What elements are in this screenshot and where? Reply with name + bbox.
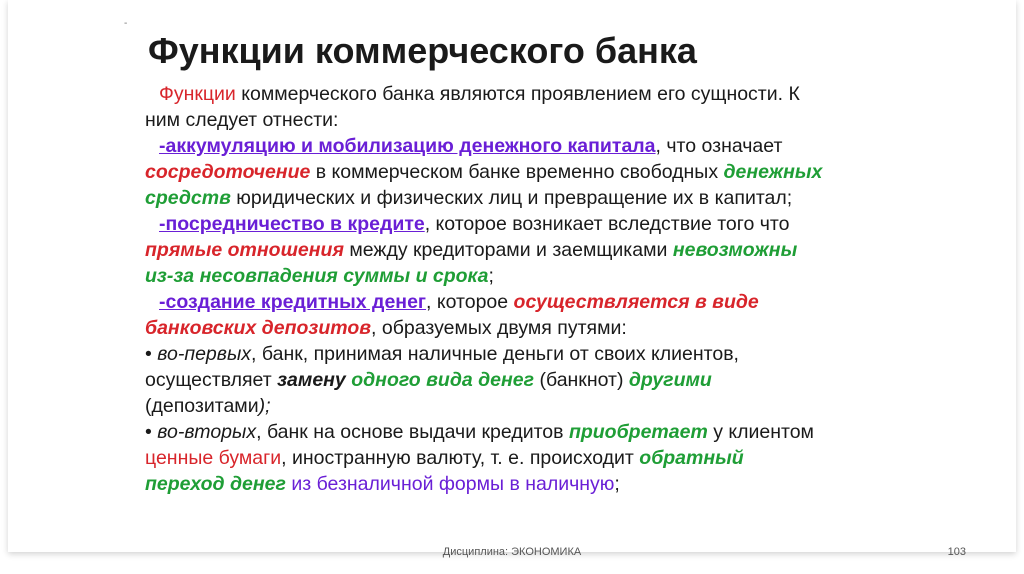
term-acquires: приобретает (568, 421, 708, 443)
text-run: , иностранную валюту, т. е. происходит (281, 447, 640, 469)
text-run: , банк, принимая наличные деньги от своих клиентов, (251, 343, 739, 365)
term-mismatch: из-за несовпадения суммы и срока (145, 265, 489, 287)
text-run: , которое (426, 291, 514, 313)
term-one-kind: одного вида денег (351, 369, 535, 391)
function-accumulation: -аккумуляцию и мобилизацию денежного капитала (159, 135, 656, 157)
text-run: в коммерческом банке временно свободных (310, 161, 724, 183)
text-run: коммерческого банка являются проявлением его сущности. К (235, 83, 800, 105)
text-line (145, 393, 905, 419)
text-line (145, 445, 905, 471)
text-run: , банк на основе выдачи кредитов (256, 421, 569, 443)
page-number: 103 (947, 546, 966, 558)
text-run: юридических и физических лиц и превращение их в капитал; (230, 187, 793, 209)
text-line (145, 471, 905, 497)
term-concentration: сосредоточение (145, 161, 311, 183)
text-line (145, 263, 905, 289)
text-run: у клиентом (707, 421, 814, 443)
text-run: , образуемых двумя путями: (371, 317, 627, 339)
term-replacement: замену (277, 369, 346, 391)
text-line (145, 185, 905, 211)
term-impossible: невозможны (672, 239, 798, 261)
text-line (145, 289, 905, 315)
term-funds: средств (145, 187, 231, 209)
slide-body (145, 81, 905, 497)
text-run: ; (614, 473, 620, 495)
bullet: • (145, 421, 158, 443)
term-non-cash-form: из безналичной формы в наличную (285, 473, 615, 495)
function-credit-money: -создание кредитных денег (159, 291, 427, 313)
slide-marker: - (124, 18, 128, 29)
text-run: ); (258, 395, 271, 417)
term-money: денежных (723, 161, 823, 183)
term-securities: ценные бумаги (145, 447, 282, 469)
term-bank-deposits: банковских депозитов (145, 317, 372, 339)
term-functions: Функции (159, 83, 236, 105)
text-run: , что означает (655, 135, 783, 157)
term-reverse: обратный (639, 447, 744, 469)
bullet: • (145, 343, 158, 365)
text-line (145, 367, 905, 393)
term-secondly: во-вторых (157, 421, 257, 443)
text-line (145, 159, 905, 185)
text-line (145, 107, 905, 133)
term-others: другими (628, 369, 712, 391)
text-run: осуществляет (145, 369, 278, 391)
term-firstly: во-первых (157, 343, 252, 365)
footer-discipline: Дисциплина: ЭКОНОМИКА (442, 546, 582, 558)
text-line (145, 315, 905, 341)
text-line (145, 341, 905, 367)
text-line (145, 237, 905, 263)
term-carried-out: осуществляется в виде (513, 291, 759, 313)
text-line (145, 419, 905, 445)
text-run: ним следует отнести: (145, 109, 339, 131)
term-direct-relations: прямые отношения (145, 239, 344, 261)
text-run: (депозитами (145, 395, 259, 417)
slide-title: Функции коммерческого банка (148, 30, 697, 71)
text-line (145, 133, 905, 159)
text-run: ; (488, 265, 494, 287)
text-run: между кредиторами и заемщиками (343, 239, 673, 261)
term-money-transfer: переход денег (145, 473, 286, 495)
text-run: (банкнот) (534, 369, 629, 391)
text-run: , которое возникает вследствие того что (424, 213, 790, 235)
function-intermediation: -посредничество в кредите (159, 213, 425, 235)
text-line (145, 211, 905, 237)
text-line (145, 81, 905, 107)
